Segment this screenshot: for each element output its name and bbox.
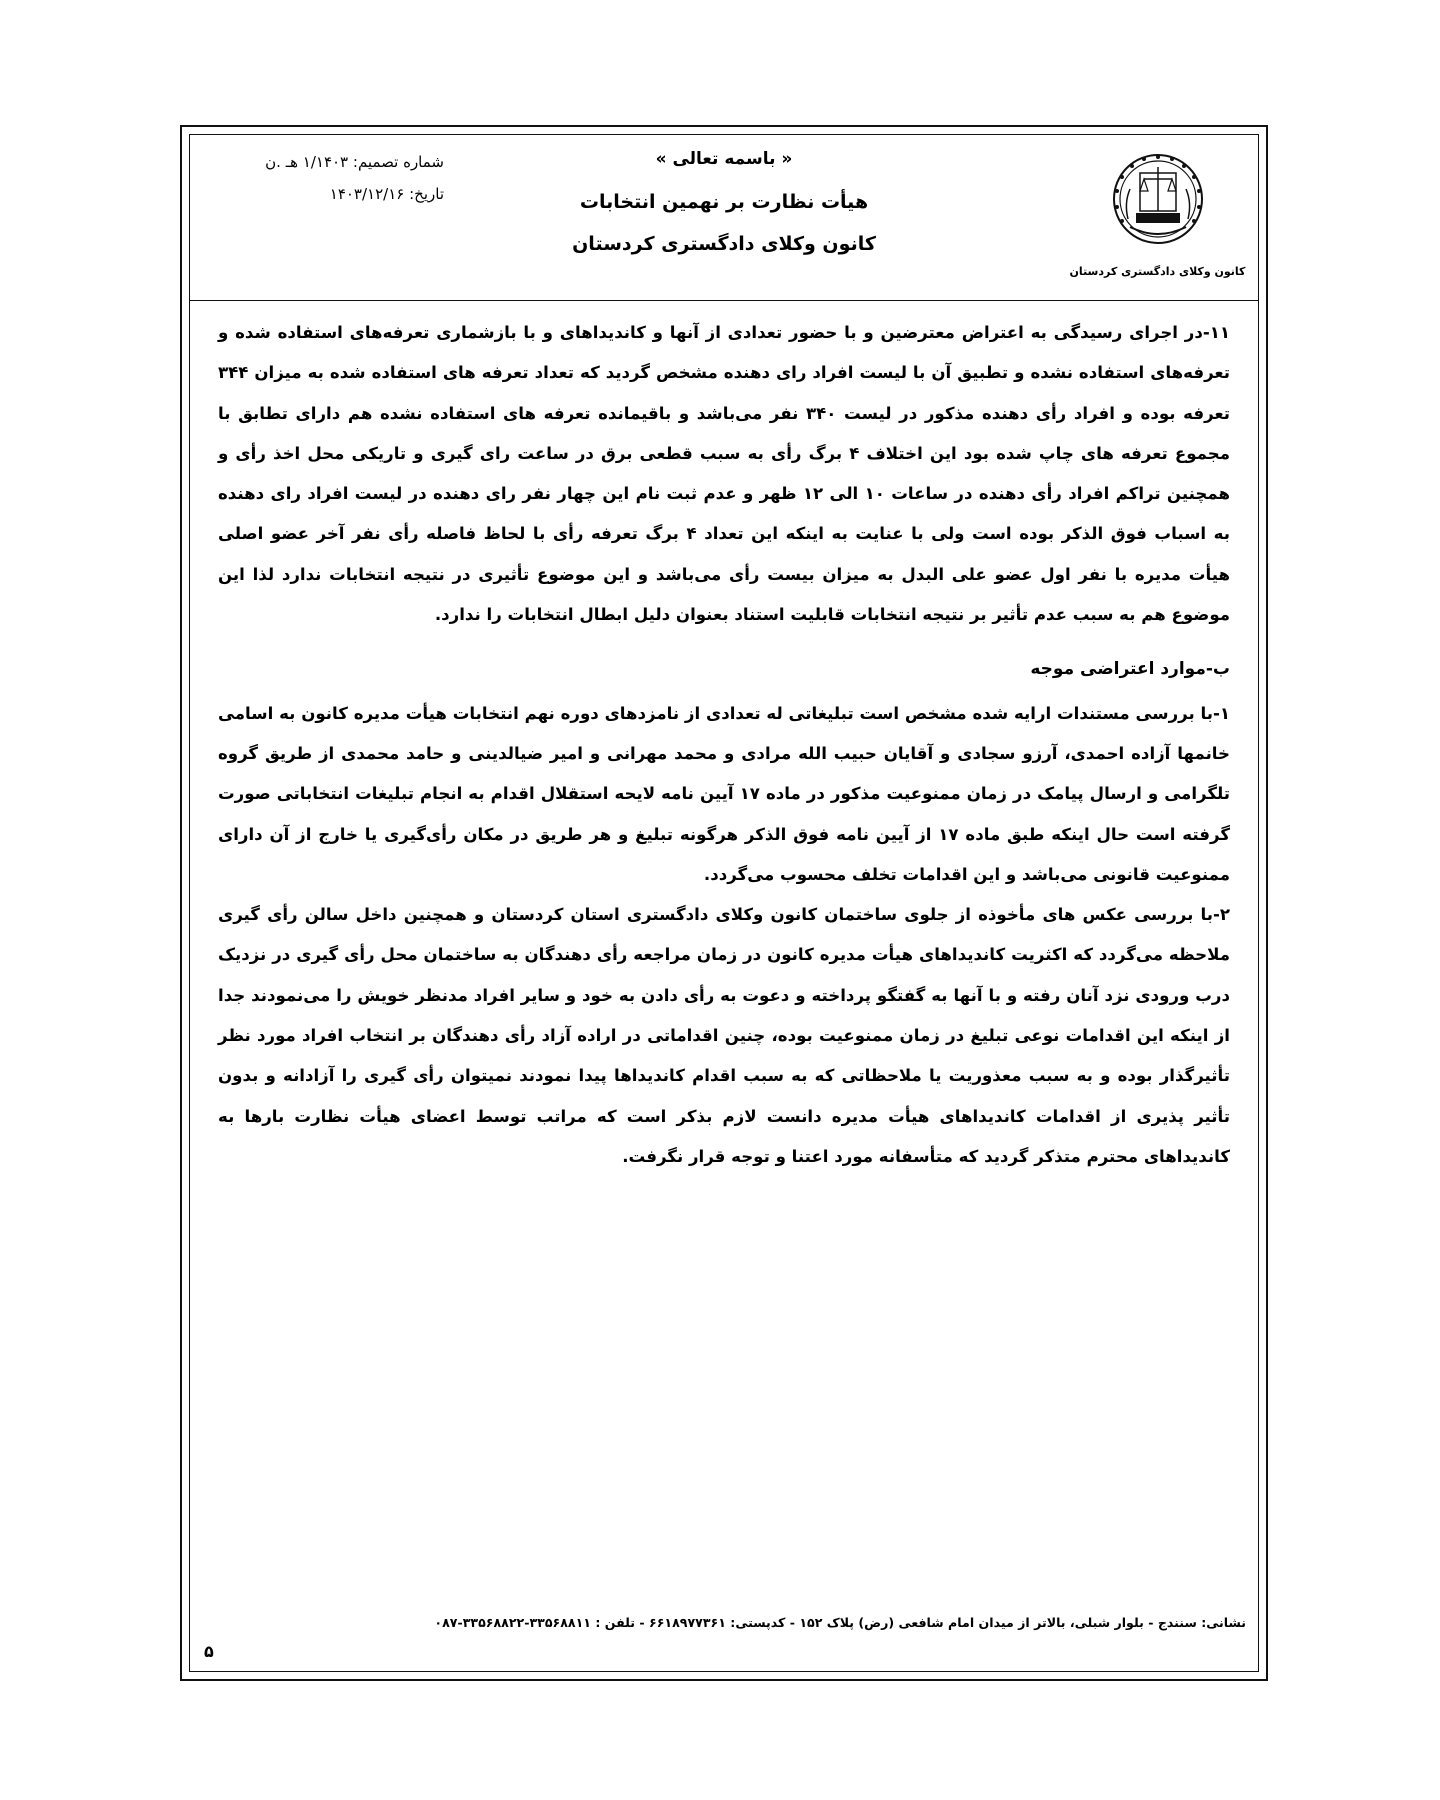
page-footer — [190, 1595, 1258, 1671]
logo-caption: کانون وکلای دادگستری کردستان — [1069, 265, 1246, 278]
bar-association-emblem-icon — [1110, 149, 1206, 261]
document-body — [218, 313, 1230, 1177]
committee-title: هیأت نظارت بر نهمین انتخابات — [579, 191, 869, 213]
document-date: تاریخ: ۱۴۰۳/۱۲/۱۶ — [329, 185, 444, 203]
bismillah-heading: « باسمه تعالی » — [655, 149, 793, 169]
paragraph-b1: ۱-با بررسی مستندات ارایه شده مشخص است تبلیغاتی له تعدادی از نامزدهای دوره نهم انتخابات هیأت مدیره کانون به اسامی خانمها آزاده احمدی، آرزو سجادی و آقایان حبیب الله مرادی و محمد مهرانی و امیر ضیالدینی و حامد محمدی از طریق گروه تلگرامی و ارسال پیامک در زمان ممنوعیت مذکور در ماده ۱۷ آیین نامه لایحه استقلال اقدام به انجام تبلیغات انتخاباتی صورت گرفته است حال اینکه طبق ماده ۱۷ از آیین نامه فوق الذکر هرگونه تبلیغ و هر طریق در مکان رأی‌گیری یا خارج از آن دارای ممنوعیت قانونی می‌باشد و این اقدامات تخلف محسوب می‌گردد. — [218, 703, 1230, 884]
page-number: ۵ — [204, 1642, 214, 1661]
logo-block — [1065, 149, 1250, 278]
letterhead — [190, 135, 1258, 301]
section-b-heading: ب-موارد اعتراضی موجه — [1030, 659, 1230, 680]
letterhead-titles — [490, 135, 958, 255]
paragraph-b2: ۲-با بررسی عکس های مأخوذه از جلوی ساختمان کانون وکلای دادگستری استان کردستان و همچنین داخل سالن رأی گیری ملاحظه می‌گردد که اکثریت کاندیداهای هیأت مدیره کانون در زمان مراجعه رأی دهندگان به ساختمان محل رأی گیری در نزدیک درب ورودی نزد آنان رفته و با آنها به گفتگو پرداخته و دعوت به رأی دادن به خود و سایر افراد مدنظر خویش را می‌نمودند جدا از اینکه این اقدامات نوعی تبلیغ در زمان ممنوعیت بوده، چنین اقداماتی در اراده آزاد رأی دهندگان بر انتخاب افراد مورد نظر تأثیرگذار بوده و به سبب معذوریت یا ملاحظاتی که به سبب اقدام کاندیداها پیدا نمودند نمیتوان رأی گیری را آزادانه و بدون تأثیر پذیری از اقدامات کاندیداهای هیأت مدیره دانست لازم بذکر است که مراتب توسط اعضای هیأت نظارت بارها به کاندیداهای محترم متذکر گردید که متأسفانه مورد اعتنا و توجه قرار نگرفت. — [218, 905, 1230, 1166]
page-frame-inner — [189, 134, 1259, 1672]
organization-title: کانون وکلای دادگستری کردستان — [572, 233, 876, 255]
decision-number: شماره تصمیم: ۱/۱۴۰۳ هـ .ن — [265, 153, 444, 171]
page-frame-outer — [180, 125, 1268, 1681]
document-meta — [204, 153, 444, 217]
footer-address: نشانی: سنندج - بلوار شبلی، بالاتر از میدان امام شافعی (رض) پلاک ۱۵۲ - کدپستی: ۶۶۱۸۹۷۷۳۶۱ - تلفن : ۳۳۵۶۸۸۱۱-۳۳۵۶۸۸۲۲-۰۸۷ — [434, 1615, 1246, 1630]
paragraph-11: ۱۱-در اجرای رسیدگی به اعتراض معترضین و با حضور تعدادی از آنها و کاندیداهای و با بازشماری تعرفه‌های استفاده شده و تعرفه‌های استفاده نشده و تطبیق آن با لیست افراد رای دهنده مشخص گردید که تعداد تعرفه های استفاده شده به میزان ۳۴۴ تعرفه بوده و افراد رأی دهنده مذکور در لیست ۳۴۰ نفر می‌باشد و باقیمانده تعرفه های استفاده نشده هم دارای تطابق با مجموع تعرفه های چاپ شده بود این اختلاف ۴ برگ رأی به سبب قطعی برق در ساعت رای گیری و تاریکی محل اخذ رأی و همچنین تراکم افراد رأی دهنده در ساعات ۱۰ الی ۱۲ ظهر و عدم ثبت نام این چهار نفر رای دهنده در لیست افراد رای دهنده به اسباب فوق الذکر بوده است ولی با عنایت به اینکه این تعداد ۴ برگ تعرفه رأی با لحاظ فاصله رأی نفر آخر عضو اصلی هیأت مدیره با نفر اول عضو علی البدل به میزان بیست رأی می‌باشد و این موضوع تأثیری در نتیجه انتخابات ندارد لذا این موضوع هم به سبب عدم تأثیر بر نتیجه انتخابات قابلیت استناد بعنوان دلیل ابطال انتخابات را ندارد. — [218, 323, 1230, 625]
